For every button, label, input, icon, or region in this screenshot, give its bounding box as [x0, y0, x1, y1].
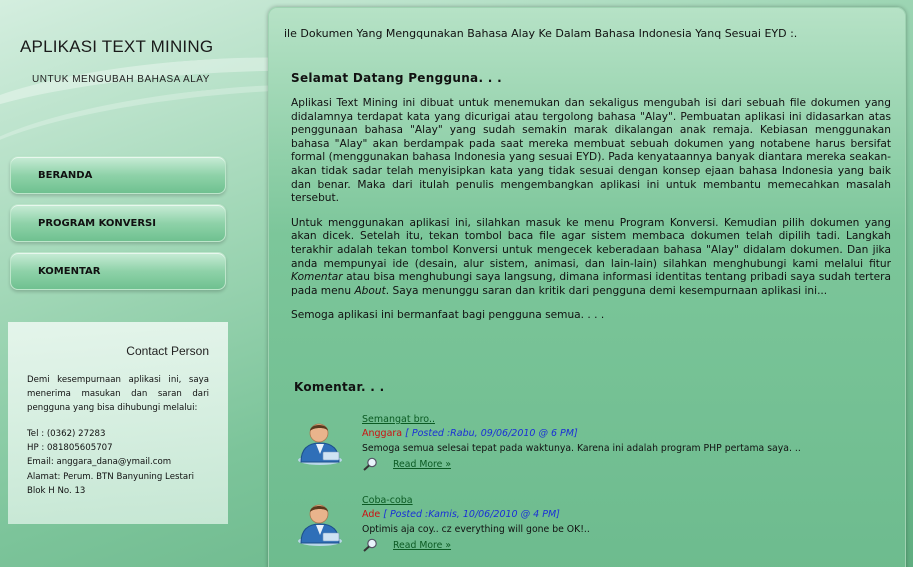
sidebar	[0, 0, 262, 567]
about-mention: About	[354, 284, 386, 297]
comment-posted-date: [ Posted :Kamis, 10/06/2010 @ 4 PM]	[383, 509, 560, 520]
intro-paragraph-3: Semoga aplikasi ini bermanfaat bagi pengguna semua. . . .	[291, 309, 605, 322]
main-nav	[10, 156, 226, 300]
contact-panel	[8, 322, 228, 524]
comments-title: Komentar. . .	[294, 380, 385, 394]
read-more-link[interactable]: Read More »	[393, 458, 452, 470]
contact-email: Email: anggara_dana@ymail.com	[27, 457, 172, 468]
comment-title-link[interactable]: Semangat bro..	[362, 414, 435, 425]
komentar-mention: Komentar	[291, 271, 343, 284]
comment-meta	[362, 509, 560, 520]
intro-article	[291, 97, 891, 334]
contact-address-block: Blok H No. 13	[27, 485, 86, 496]
app-title: APLIKASI TEXT MINING	[20, 37, 214, 56]
read-more-link[interactable]: Read More »	[393, 539, 452, 551]
comment-author: Anggara	[362, 428, 403, 439]
intro-paragraph-2	[291, 217, 891, 299]
comment-item	[295, 495, 875, 555]
comment-meta	[362, 428, 578, 439]
nav-program-konversi-button[interactable]: PROGRAM KONVERSI	[10, 204, 226, 242]
contact-mobile: HP : 081805605707	[27, 443, 113, 454]
nav-komentar-button[interactable]: KOMENTAR	[10, 252, 226, 290]
contact-title: Contact Person	[126, 344, 209, 358]
contact-phone: Tel : (0362) 27283	[27, 429, 106, 439]
contact-description: Demi kesempurnaan aplikasi ini, saya menerima masukan dan saran dari pengguna yang bisa dihubungi melalui:	[27, 375, 209, 413]
nav-beranda-button[interactable]: BERANDA	[10, 156, 226, 194]
comment-read-more-row	[362, 457, 451, 471]
intro-paragraph-1: Aplikasi Text Mining ini dibuat untuk menemukan dan sekaligus mengubah isi dari sebuah file dokumen yang didalamnya terdapat kata yang dicurigai atau tergolong bahasa "Alay". Pembuatan aplikasi ini didasarkan atas penggunaan bahasa "Alay" yang sudah semakin marak dikalangan anak remaja. Kebiasan menggunakan bahasa "Alay" akan berdampak pada saat mereka membuat sebuah dokumen yang notabene harus bersifat formal (menggunakan bahasa Indonesia yang sesuai EYD). Pada kenyataannya banyak diantara mereka seakan-akan tidak sadar telah menyisipkan kata yang tidak sesuai dengan konsep ejaan bahasa Indonesia yang baik dan benar. Maka dari itulah penulis mengembangkan aplikasi ini untuk membantu memecahkan masalah tersebut.	[291, 97, 891, 205]
comment-body: Optimis aja coy.. cz everything will gone be OK!..	[362, 524, 590, 535]
intro-paragraph-2-part-b: atau bisa menghubungi saya langsung, dimana informasi identitas tentang pribadi saya sudah tertera pada menu	[291, 271, 891, 297]
comment-item	[295, 414, 875, 474]
comment-posted-date: [ Posted :Rabu, 09/06/2010 @ 6 PM]	[405, 428, 578, 439]
comment-title-link[interactable]: Coba-coba	[362, 495, 413, 506]
welcome-title: Selamat Datang Pengguna. . .	[291, 71, 502, 85]
magnifier-icon	[362, 457, 378, 471]
user-avatar-icon	[295, 416, 345, 466]
user-avatar-icon	[295, 497, 345, 547]
contact-address: Alamat: Perum. BTN Banyuning Lestari	[27, 471, 195, 482]
intro-paragraph-2-part-c: . Saya menunggu saran dan kritik dari pengguna demi kesempurnaan aplikasi ini...	[385, 284, 828, 297]
magnifier-icon	[362, 538, 378, 552]
comment-body: Semoga semua selesai tepat pada waktunya. Karena ini adalah program PHP pertama saya. ..	[362, 443, 801, 454]
marquee-text: ile Dokumen Yang Mengqunakan Bahasa Alay Ke Dalam Bahasa Indonesia Yanq Sesuai EYD :.	[284, 27, 798, 40]
comment-read-more-row	[362, 538, 451, 552]
main-panel	[268, 7, 906, 567]
intro-paragraph-2-part-a: Untuk menggunakan aplikasi ini, silahkan masuk ke menu Program Konversi. Kemudian pilih dokumen yang akan dicek. Setelah itu, tekan tombol baca file agar sistem membaca dokumen telah dipilih tadi. Langkah terakhir adalah tekan tombol Konversi untuk mengecek keberadaan bahasa "Alay" didalam dokumen. Dan jika anda mempunyai ide (desain, alur sistem, animasi, dan lain-lain) silahkan menghubungi kami melalui fitur	[291, 216, 891, 270]
app-subtitle: UNTUK MENGUBAH BAHASA ALAY	[32, 74, 210, 85]
comment-author: Ade	[362, 509, 381, 520]
